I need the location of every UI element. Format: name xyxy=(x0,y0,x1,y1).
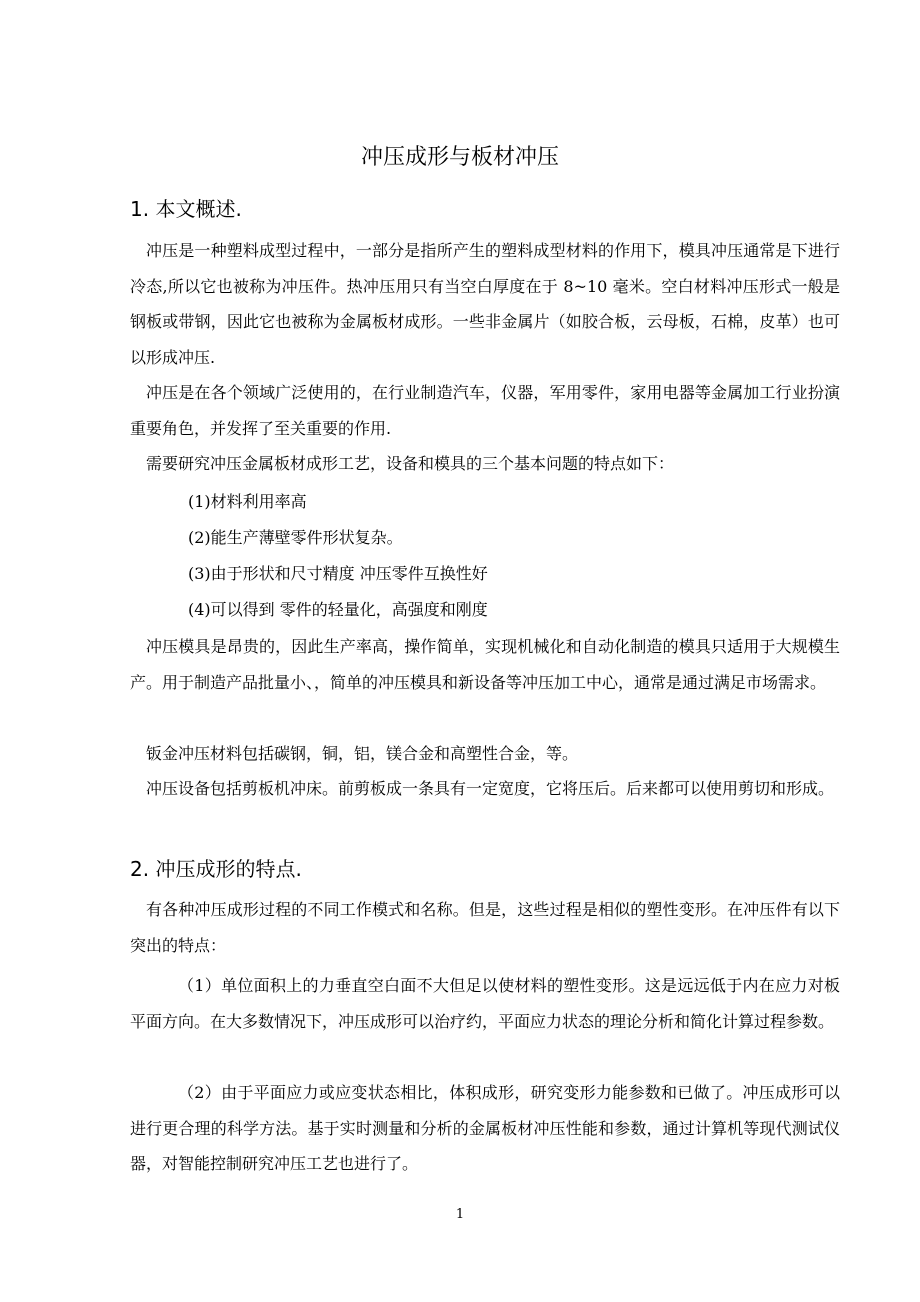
paragraph-overview: 冲压是一种塑料成型过程中，一部分是指所产生的塑料成型材料的作用下，模具冲压通常是下进行冷态,所以它也被称为冲压件。热冲压用只有当空白厚度在于 8~10 毫米。空白材料冲压形式一般是钢板或带钢，因此它也被称为金属板材成形。一些非金属片（如胶合板，云母板，石棉，皮革）也可以形成冲压. xyxy=(130,241,840,367)
section-heading-2: 2. 冲压成形的特点. xyxy=(130,857,302,881)
numbered-paragraph-2: （2）由于平面应力或应变状态相比，体积成形，研究变形力能参数和已做了。冲压成形可以进行更合理的科学方法。基于实时测量和分析的金属板材冲压性能和参数，通过计算机等现代测试仪器，对智能控制研究冲压工艺也进行了。 xyxy=(130,1083,840,1173)
list-item-4: (4)可以得到 零件的轻量化，高强度和刚度 xyxy=(188,600,488,619)
paragraph-materials: 钣金冲压材料包括碳钢，铜，铝，镁合金和高塑性合金，等。 xyxy=(146,744,579,763)
list-item-2: (2)能生产薄壁零件形状复杂。 xyxy=(188,528,403,547)
paragraph-characteristics-intro: 有各种冲压成形过程的不同工作模式和名称。但是，这些过程是相似的塑性变形。在冲压件有以下突出的特点： xyxy=(130,900,840,955)
paragraph-research-intro: 需要研究冲压金属板材成形工艺，设备和模具的三个基本问题的特点如下： xyxy=(146,454,675,473)
section-heading-1: 1. 本文概述. xyxy=(130,197,242,221)
paragraph-dies: 冲压模具是昂贵的，因此生产率高，操作简单，实现机械化和自动化制造的模具只适用于大规模生产。用于制造产品批量小、，简单的冲压模具和新设备等冲压加工中心，通常是通过满足市场需求。 xyxy=(130,637,840,692)
list-item-3: (3)由于形状和尺寸精度 冲压零件互换性好 xyxy=(188,564,488,583)
paragraph-applications: 冲压是在各个领域广泛使用的，在行业制造汽车，仪器，军用零件，家用电器等金属加工行业扮演重要角色，并发挥了至关重要的作用. xyxy=(130,383,840,438)
list-item-1: (1)材料利用率高 xyxy=(188,492,307,511)
document-title: 冲压成形与板材冲压 xyxy=(360,145,559,170)
numbered-paragraph-1: （1）单位面积上的力垂直空白面不大但足以使材料的塑性变形。这是远远低于内在应力对板平面方向。在大多数情况下，冲压成形可以治疗约，平面应力状态的理论分析和简化计算过程参数。 xyxy=(130,976,840,1031)
paragraph-equipment: 冲压设备包括剪板机冲床。前剪板成一条具有一定宽度，它将压后。后来都可以使用剪切和形成。 xyxy=(146,779,835,798)
page-number: 1 xyxy=(455,1207,465,1222)
